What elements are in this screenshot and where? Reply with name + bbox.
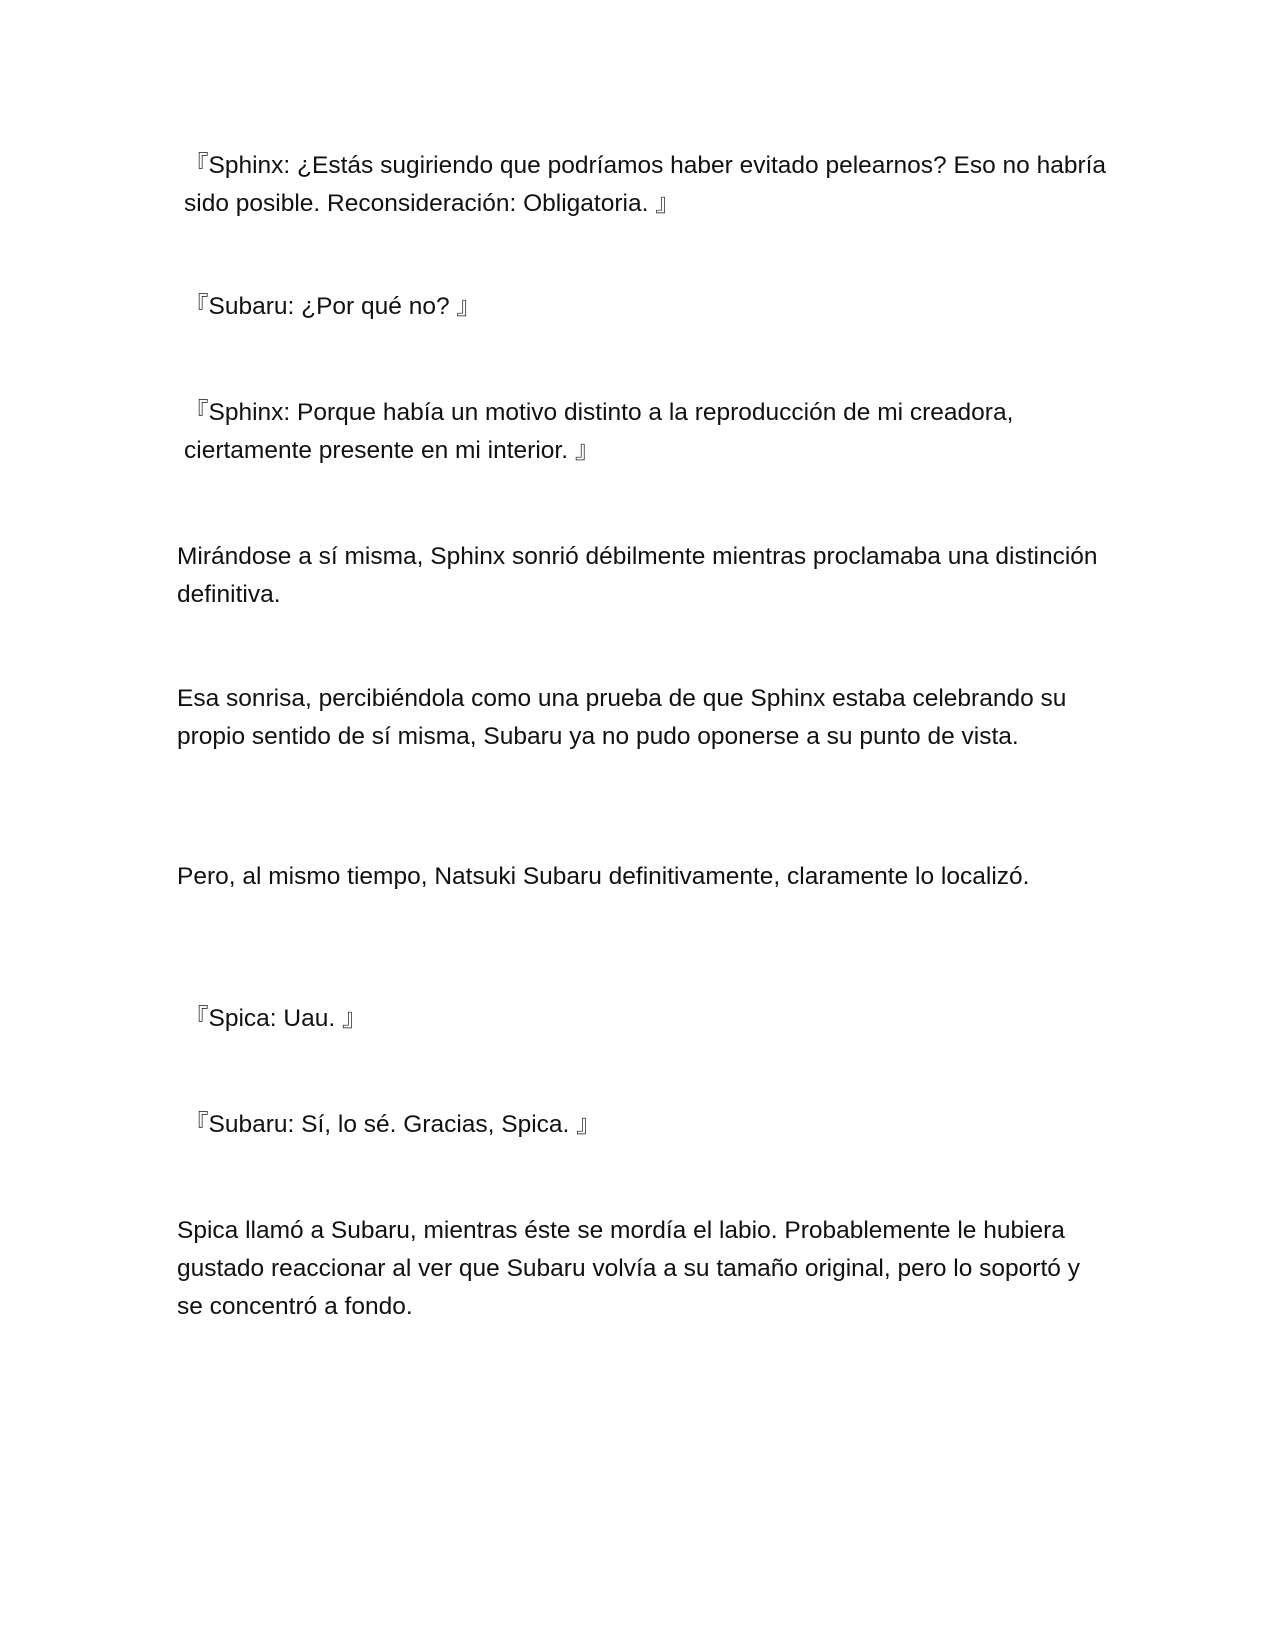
dialogue-sphinx-2: 『Sphinx: Porque había un motivo distinto a la reproducción de mi creadora, ciertamente presente en mi interior. 』: [184, 399, 1014, 464]
narration-paragraph-4: Spica llamó a Subaru, mientras éste se mordía el labio. Probablemente le hubiera gustado reaccionar al ver que Subaru volvía a su tamaño original, pero lo soportó y se concentró a fondo.: [177, 1217, 1080, 1320]
narration-paragraph-1: Mirándose a sí misma, Sphinx sonrió débilmente mientras proclamaba una distinción definitiva.: [177, 543, 1098, 608]
dialogue-sphinx-1: 『Sphinx: ¿Estás sugiriendo que podríamos haber evitado pelearnos? Eso no habría sido posible. Reconsideración: Obligatoria. 』: [184, 152, 1107, 217]
dialogue-subaru-2: 『Subaru: Sí, lo sé. Gracias, Spica. 』: [184, 1111, 601, 1138]
narration-paragraph-2: Esa sonrisa, percibiéndola como una prueba de que Sphinx estaba celebrando su propio sentido de sí misma, Subaru ya no pudo oponerse a su punto de vista.: [177, 685, 1067, 750]
narration-paragraph-3: Pero, al mismo tiempo, Natsuki Subaru definitivamente, claramente lo localizó.: [177, 863, 1030, 890]
dialogue-subaru-1: 『Subaru: ¿Por qué no? 』: [184, 293, 481, 320]
dialogue-spica-1: 『Spica: Uau. 』: [184, 1005, 367, 1032]
